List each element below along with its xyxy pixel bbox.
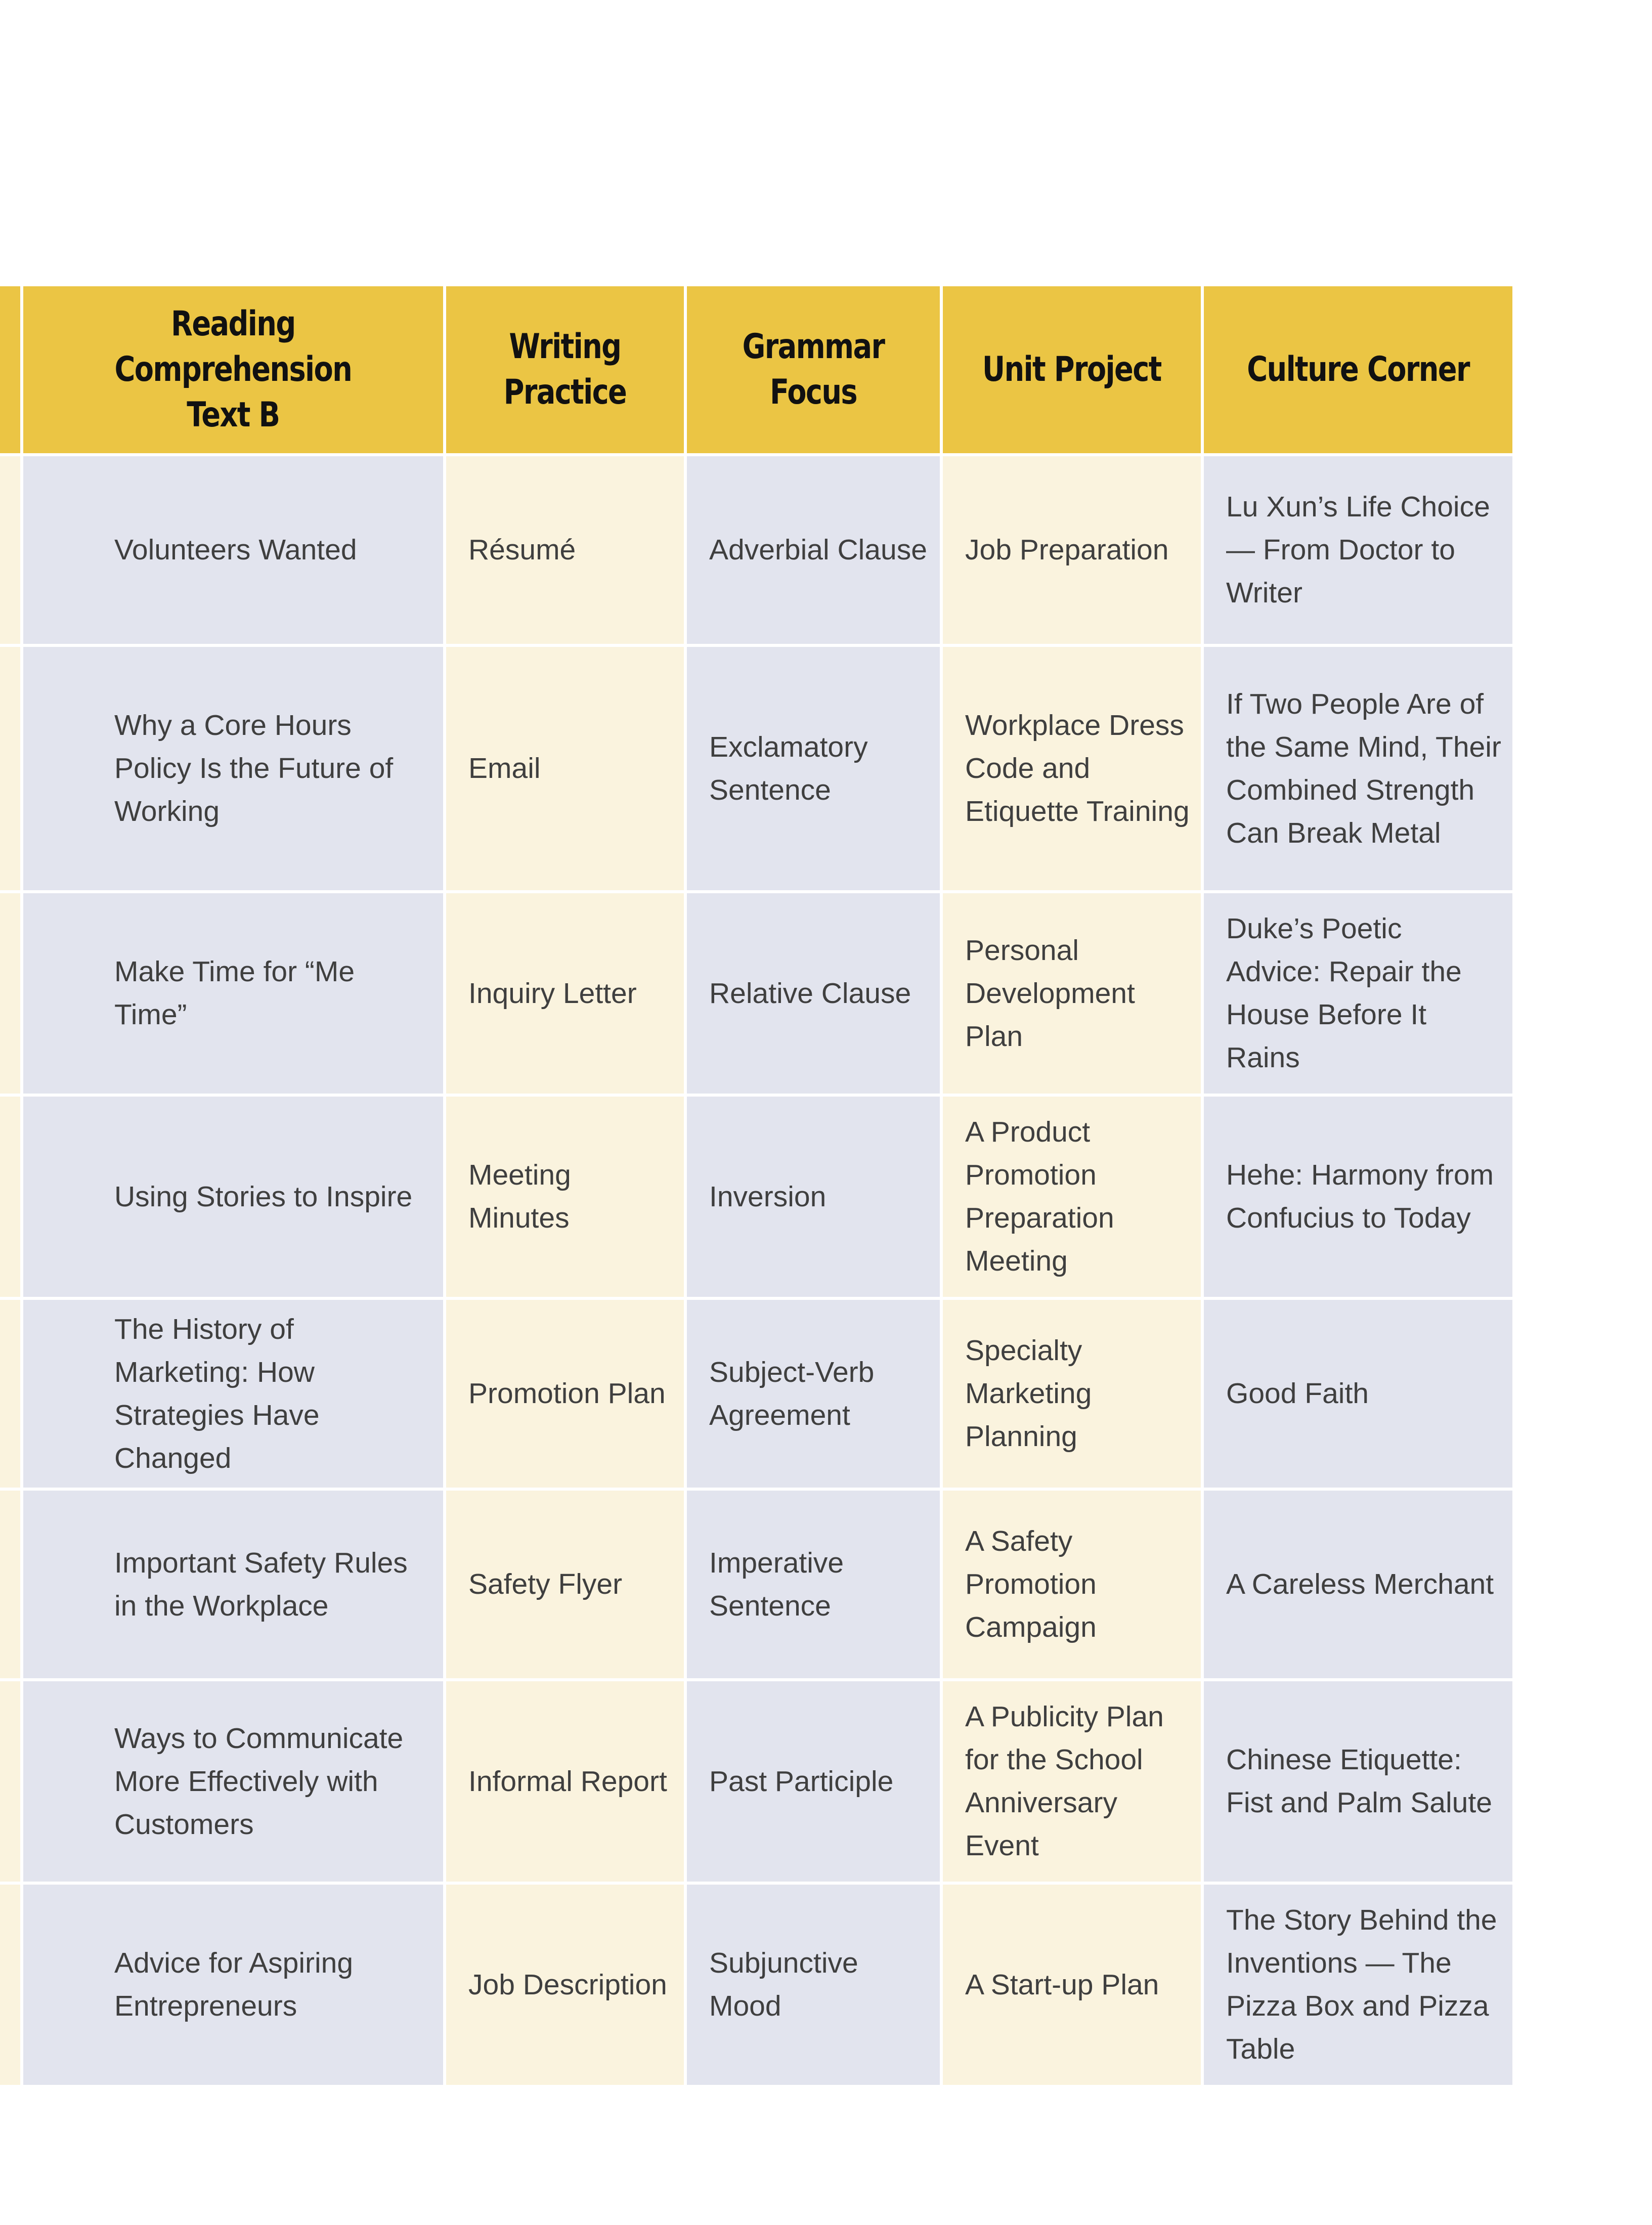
cell-grammar: Adverbial Clause [687, 456, 940, 644]
cell-project: Workplace Dress Code and Etiquette Training [943, 647, 1201, 890]
table-row [0, 1885, 1512, 2085]
table-row [0, 893, 1512, 1094]
row-left-strip [0, 1681, 20, 1882]
cell-culture: If Two People Are of the Same Mind, Their Combined Strength Can Break Metal [1204, 647, 1512, 890]
cell-culture: Lu Xun’s Life Choice — From Doctor to Writer [1204, 456, 1512, 644]
row-left-strip [0, 456, 20, 644]
cell-culture: Hehe: Harmony from Confucius to Today [1204, 1097, 1512, 1297]
cell-writing: Meeting Minutes [446, 1097, 684, 1297]
cell-text-b: The History of Marketing: How Strategies Have Changed [23, 1300, 443, 1488]
table-row [0, 1491, 1512, 1678]
cell-culture: A Careless Merchant [1204, 1491, 1512, 1678]
table-header [0, 286, 1512, 453]
cell-culture: Good Faith [1204, 1300, 1512, 1488]
cell-grammar: Past Participle [687, 1681, 940, 1882]
table-row [0, 647, 1512, 890]
cell-project: Specialty Marketing Planning [943, 1300, 1201, 1488]
table-row [0, 456, 1512, 644]
cell-grammar: Subjunctive Mood [687, 1885, 940, 2085]
table-row [0, 1300, 1512, 1488]
cell-grammar: Imperative Sentence [687, 1491, 940, 1678]
header-culture-corner [1204, 286, 1512, 453]
cell-project: A Publicity Plan for the School Anniversary Event [943, 1681, 1201, 1882]
row-left-strip [0, 1300, 20, 1488]
cell-grammar: Exclamatory Sentence [687, 647, 940, 890]
cell-grammar: Subject-Verb Agreement [687, 1300, 940, 1488]
header-left-strip [0, 286, 20, 453]
cell-project: Job Preparation [943, 456, 1201, 644]
cell-writing: Inquiry Letter [446, 893, 684, 1094]
cell-writing: Email [446, 647, 684, 890]
cell-grammar: Inversion [687, 1097, 940, 1297]
cell-project: Personal Development Plan [943, 893, 1201, 1094]
cell-writing: Informal Report [446, 1681, 684, 1882]
cell-project: A Safety Promotion Campaign [943, 1491, 1201, 1678]
row-left-strip [0, 1491, 20, 1678]
cell-culture: The Story Behind the Inventions — The Pizza Box and Pizza Table [1204, 1885, 1512, 2085]
header-reading-comprehension-text-b [23, 286, 443, 453]
row-left-strip [0, 893, 20, 1094]
cell-writing: Résumé [446, 456, 684, 644]
header-writing-label: Writing Practice [503, 327, 627, 412]
header-culture-label: Culture Corner [1247, 350, 1469, 389]
cell-text-b: Advice for Aspiring Entrepreneurs [23, 1885, 443, 2085]
cell-text-b: Using Stories to Inspire [23, 1097, 443, 1297]
cell-culture: Duke’s Poetic Advice: Repair the House Before It Rains [1204, 893, 1512, 1094]
cell-text-b: Important Safety Rules in the Workplace [23, 1491, 443, 1678]
cell-writing: Safety Flyer [446, 1491, 684, 1678]
cell-text-b: Why a Core Hours Policy Is the Future of Working [23, 647, 443, 890]
header-grammar-label: Grammar Focus [742, 327, 885, 412]
header-unit-project [943, 286, 1201, 453]
header-project-label: Unit Project [982, 350, 1161, 389]
table-row [0, 1681, 1512, 1882]
syllabus-table [0, 283, 1515, 2088]
row-left-strip [0, 647, 20, 890]
cell-text-b: Make Time for “Me Time” [23, 893, 443, 1094]
cell-text-b: Ways to Communicate More Effectively with Customers [23, 1681, 443, 1882]
cell-writing: Promotion Plan [446, 1300, 684, 1488]
row-left-strip [0, 1885, 20, 2085]
cell-project: A Product Promotion Preparation Meeting [943, 1097, 1201, 1297]
header-row [0, 286, 1512, 453]
table-body [0, 456, 1512, 2085]
header-grammar-focus [687, 286, 940, 453]
header-text-b-label: Reading Comprehension Text B [114, 304, 352, 435]
cell-culture: Chinese Etiquette: Fist and Palm Salute [1204, 1681, 1512, 1882]
cell-writing: Job Description [446, 1885, 684, 2085]
cell-grammar: Relative Clause [687, 893, 940, 1094]
cell-text-b: Volunteers Wanted [23, 456, 443, 644]
table-row [0, 1097, 1512, 1297]
row-left-strip [0, 1097, 20, 1297]
header-writing-practice [446, 286, 684, 453]
cell-project: A Start-up Plan [943, 1885, 1201, 2085]
